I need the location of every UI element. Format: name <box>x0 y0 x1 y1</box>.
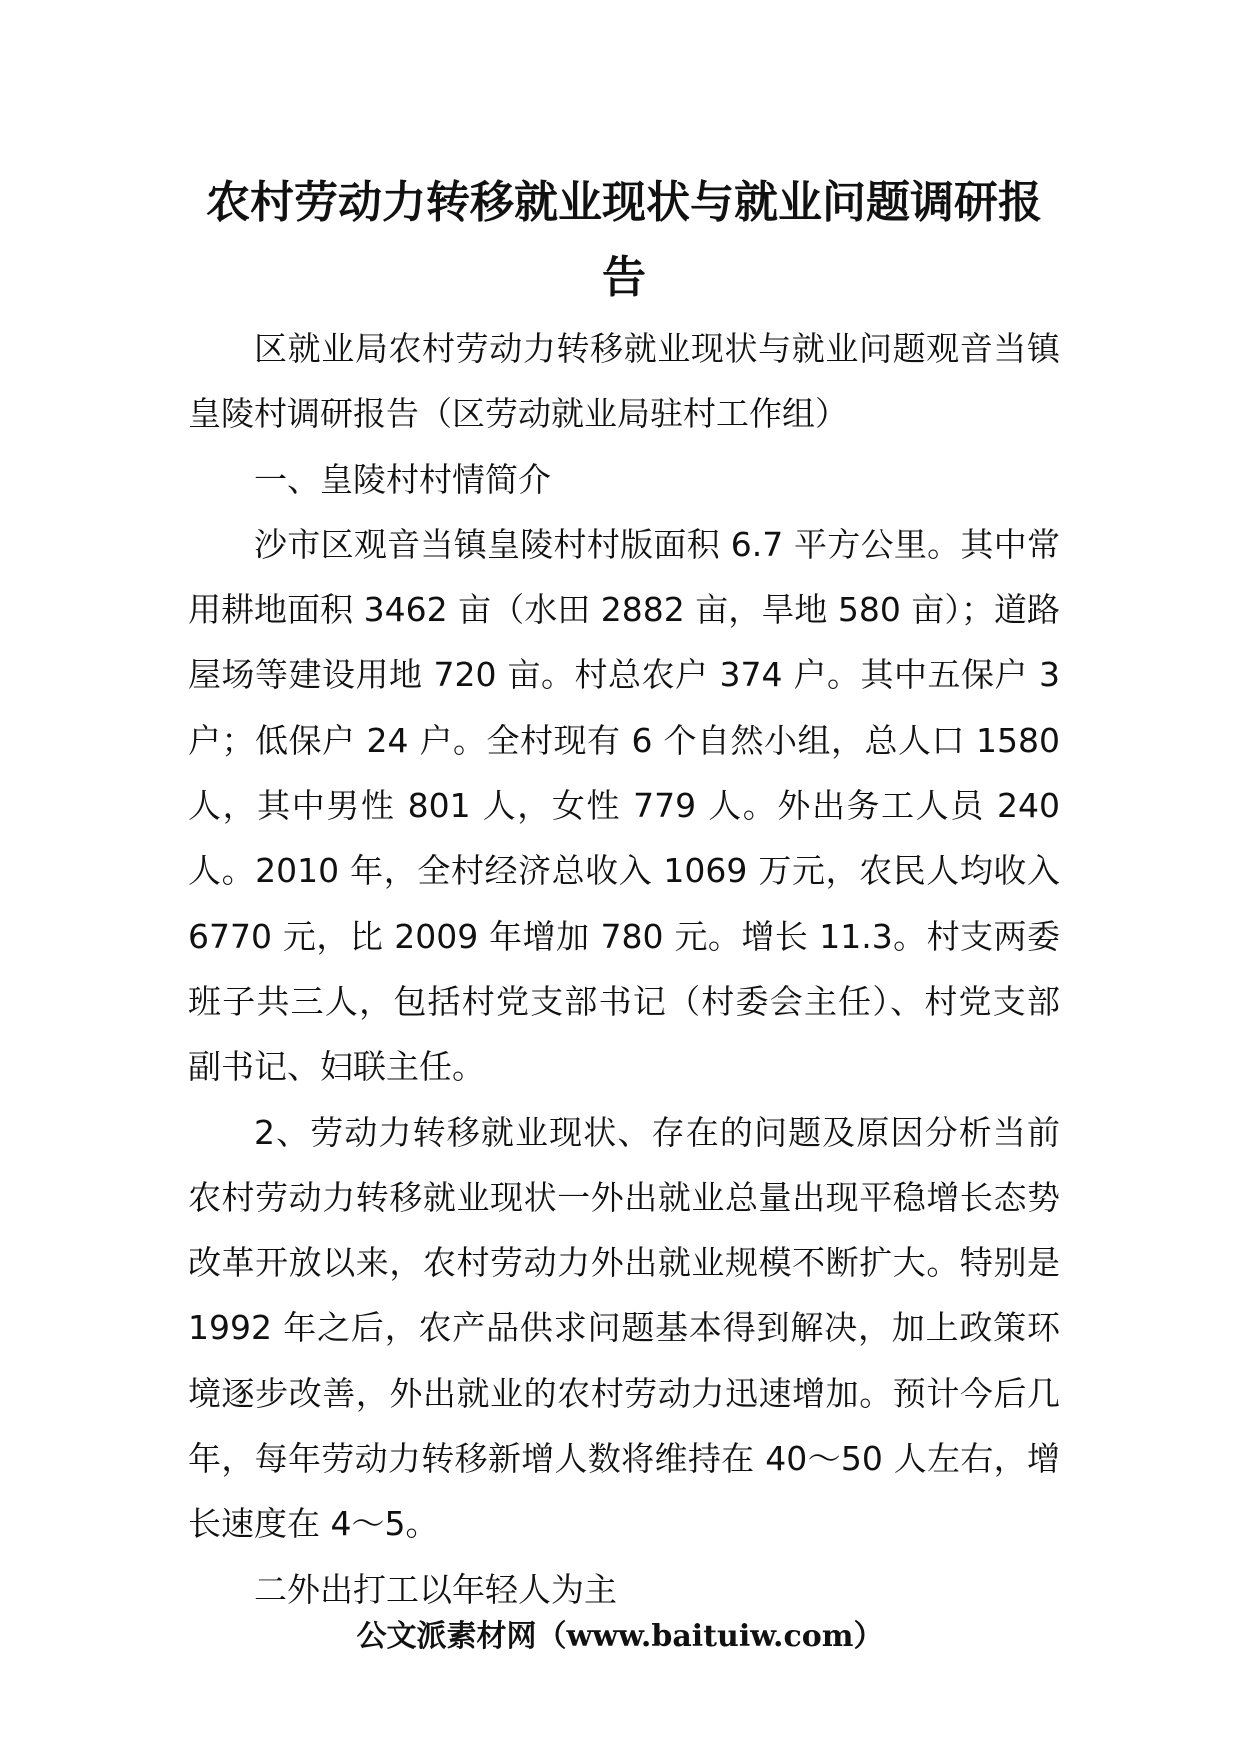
section-heading-1: 一、皇陵村村情简介 <box>254 459 551 499</box>
section-heading-2: 二外出打工以年轻人为主 <box>254 1569 617 1609</box>
footer-watermark: 公文派素材网（www.baituiw.com） <box>356 1619 884 1654</box>
document-title: 农村劳动力转移就业现状与就业问题调研报告 <box>206 177 1042 303</box>
paragraph-labor-status: 2、劳动力转移就业现状、存在的问题及原因分析当前农村劳动力转移就业现状一外出就业总量出现平稳增长态势改革开放以来，农村劳动力外出就业规模不断扩大。特别是 1992 年之后，农产品供求问题基本得到解决，加上政策环境逐步改善，外出就业的农村劳动力迅速增加。预计今后几年，每年劳动力转移新增人数将维持在 40～50 人左右，增长速度在 4～5。 <box>188 1112 1060 1544</box>
paragraph-intro: 区就业局农村劳动力转移就业现状与就业问题观音当镇皇陵村调研报告（区劳动就业局驻村工作组） <box>188 329 1060 434</box>
document-body <box>188 316 1060 1622</box>
paragraph-village-profile: 沙市区观音当镇皇陵村村版面积 6.7 平方公里。其中常用耕地面积 3462 亩（水田 2882 亩，旱地 580 亩）；道路屋场等建设用地 720 亩。村总农户 374 户。其中五保户 3 户；低保户 24 户。全村现有 6 个自然小组，总人口 1580 人，其中男性 801 人，女性 779 人。外出务工人员 240 人。2010 年，全村经济总收入 1069 万元，农民人均收入 6770 元，比 2009 年增加 780 元。增长 11.3。村支两委班子共三人，包括村党支部书记（村委会主任）、村党支部副书记、妇联主任。 <box>188 524 1060 1087</box>
